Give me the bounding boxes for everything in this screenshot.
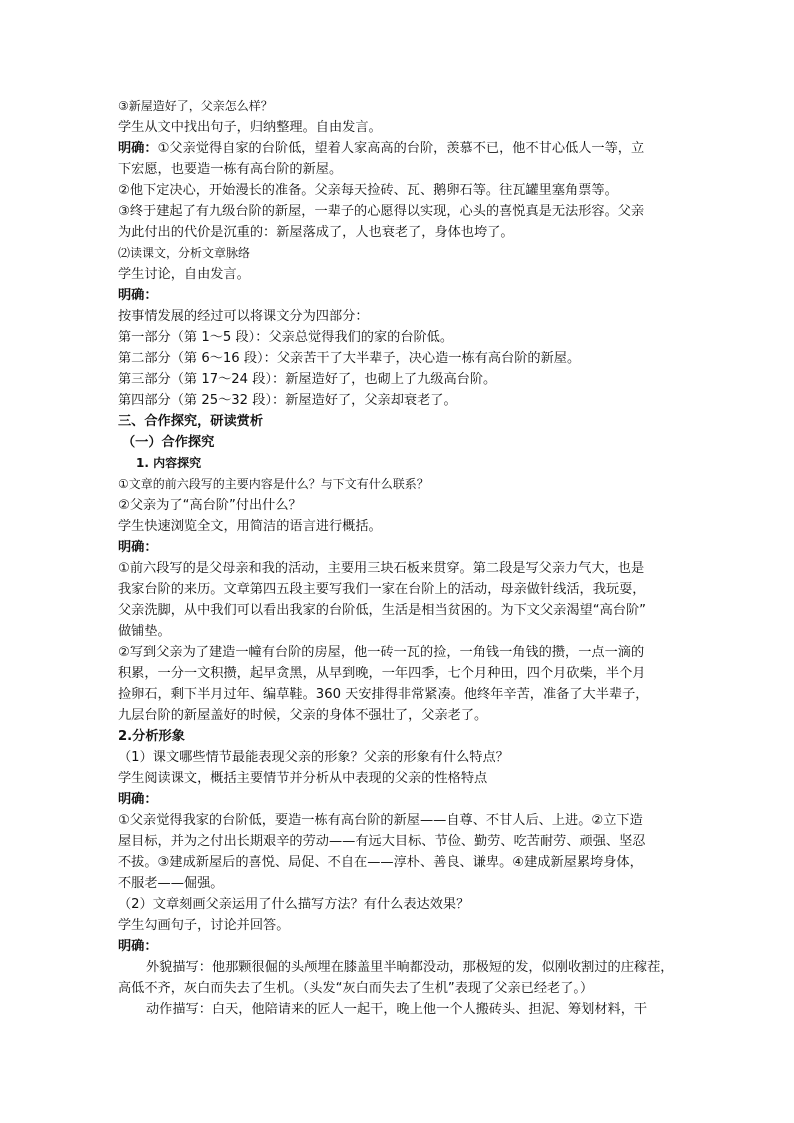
text-line bbox=[118, 789, 698, 810]
text-line bbox=[118, 579, 698, 600]
text-line bbox=[118, 621, 698, 642]
line-text: ③新屋造好了，父亲怎么样？ bbox=[118, 99, 273, 113]
line-text: 做铺垫。 bbox=[118, 624, 171, 639]
text-line bbox=[118, 642, 698, 663]
line-text: 不服老——倔强。 bbox=[118, 876, 224, 891]
text-line bbox=[118, 159, 698, 180]
line-text: ①父亲觉得我家的台阶低，要造一栋有高台阶的新屋——自尊、不甘人后、上进。②立下造 bbox=[118, 813, 643, 828]
line-text: （1）课文哪些情节最能表现父亲的形象？父亲的形象有什么特点？ bbox=[118, 750, 509, 765]
line-text: 第三部分（第 17～24 段）：新屋造好了，也砌上了九级高台阶。 bbox=[118, 372, 497, 387]
line-text: ①父亲觉得自家的台阶低，望着人家高高的台阶，羡慕不已，他不甘心低人一等，立 bbox=[157, 141, 645, 156]
line-text: 三、合作探究，研读赏析 bbox=[118, 414, 264, 429]
line-text: 2.分析形象 bbox=[118, 729, 185, 744]
text-line bbox=[118, 432, 698, 453]
line-text: 第二部分（第 6～16 段）：父亲苦干了大半辈子，决心造一栋有高台阶的新屋。 bbox=[118, 351, 581, 366]
line-text: 父亲洗脚，从中我们可以看出我家的台阶低，生活是相当贫困的。为下文父亲渴望“高台阶” bbox=[118, 603, 646, 618]
text-line bbox=[118, 201, 698, 222]
text-line bbox=[118, 474, 698, 495]
line-text: 九层台阶的新屋盖好的时候，父亲的身体不强壮了，父亲老了。 bbox=[118, 708, 488, 723]
line-text: 不拔。③建成新屋后的喜悦、局促、不自在——淳朴、善良、谦卑。④建成新屋累垮身体， bbox=[118, 855, 643, 870]
text-line bbox=[118, 999, 698, 1020]
text-line bbox=[118, 96, 698, 117]
text-line bbox=[118, 978, 698, 999]
line-text: 学生从文中找出句子，归纳整理。自由发言。 bbox=[118, 120, 382, 135]
line-text: 第一部分（第 1～5 段）：父亲总觉得我们的家的台阶低。 bbox=[118, 330, 454, 345]
line-text: 按事情发展的经过可以将课文分为四部分： bbox=[118, 309, 369, 324]
text-line bbox=[118, 369, 698, 390]
answer-label: 明确： bbox=[118, 141, 158, 156]
line-text: 捡卵石，剩下半月过年、编草鞋。360 天安排得非常紧凑。他终年辛苦，准备了大半辈子， bbox=[118, 687, 649, 702]
line-text: 积累，一分一文积攒，起早贪黑，从早到晚，一年四季，七个月种田，四个月砍柴，半个月 bbox=[118, 666, 646, 681]
line-text: 为此付出的代价是沉重的：新屋落成了，人也衰老了，身体也垮了。 bbox=[118, 225, 514, 240]
line-text: 下宏愿，也要造一栋有高台阶的新屋。 bbox=[118, 162, 343, 177]
text-line bbox=[118, 516, 698, 537]
line-text: 高低不齐，灰白而失去了生机。（头发“灰白而失去了生机”表现了父亲已经老了。） bbox=[118, 981, 594, 996]
line-text: 明确： bbox=[118, 939, 158, 954]
line-text: ②写到父亲为了建造一幢有台阶的房屋，他一砖一瓦的捡，一角钱一角钱的攒，一点一滴的 bbox=[118, 645, 645, 660]
line-text: 明确： bbox=[118, 792, 158, 807]
document-page bbox=[118, 96, 698, 1020]
line-text: 学生勾画句子，讨论并回答。 bbox=[118, 918, 290, 933]
text-line bbox=[118, 600, 698, 621]
text-line bbox=[118, 810, 698, 831]
text-line bbox=[118, 390, 698, 411]
line-text: ①前六段写的是父母亲和我的活动，主要用三块石板来贯穿。第二段是写父亲力气大，也是 bbox=[118, 561, 645, 576]
text-line bbox=[118, 915, 698, 936]
line-text: 明确： bbox=[118, 288, 158, 303]
text-line bbox=[118, 936, 698, 957]
text-line bbox=[118, 222, 698, 243]
text-line bbox=[118, 768, 698, 789]
text-line bbox=[118, 138, 698, 159]
line-text: 动作描写：白天，他陪请来的匠人一起干，晚上他一个人搬砖头、担泥、筹划材料，干 bbox=[146, 1002, 648, 1017]
text-line bbox=[118, 180, 698, 201]
line-text: 第四部分（第 25～32 段）：新屋造好了，父亲却衰老了。 bbox=[118, 393, 457, 408]
line-text: ⑵读课文，分析文章脉络 bbox=[118, 246, 251, 260]
line-text: 明确： bbox=[118, 540, 158, 555]
text-line bbox=[118, 957, 698, 978]
text-line bbox=[118, 705, 698, 726]
line-text: ①文章的前六段写的主要内容是什么？与下文有什么联系？ bbox=[118, 477, 429, 491]
text-line bbox=[118, 264, 698, 285]
text-line bbox=[118, 411, 698, 432]
text-line bbox=[118, 726, 698, 747]
text-line bbox=[118, 285, 698, 306]
text-line bbox=[118, 663, 698, 684]
line-text: 外貌描写：他那颗很倔的头颅埋在膝盖里半晌都没动，那极短的发，似刚收割过的庄稼茬， bbox=[146, 960, 674, 975]
text-line bbox=[118, 831, 698, 852]
text-line bbox=[118, 852, 698, 873]
text-line bbox=[118, 327, 698, 348]
text-line bbox=[118, 453, 698, 474]
line-text: ③终于建起了有九级台阶的新屋，一辈子的心愿得以实现，心头的喜悦真是无法形容。父亲 bbox=[118, 204, 645, 219]
text-line bbox=[118, 747, 698, 768]
line-text: ②父亲为了“高台阶”付出什么？ bbox=[118, 498, 302, 513]
text-line bbox=[118, 537, 698, 558]
line-text: 学生讨论，自由发言。 bbox=[118, 267, 250, 282]
line-text: 学生阅读课文，概括主要情节并分析从中表现的父亲的性格特点 bbox=[118, 771, 488, 786]
line-text: 屋目标，并为之付出长期艰辛的劳动——有远大目标、节俭、勤劳、吃苦耐劳、顽强、坚忍 bbox=[118, 834, 646, 849]
text-line bbox=[118, 684, 698, 705]
text-line bbox=[118, 495, 698, 516]
line-text: ②他下定决心，开始漫长的准备。父亲每天捡砖、瓦、鹅卵石等。往瓦罐里塞角票等。 bbox=[118, 183, 618, 198]
line-text: （一）合作探究 bbox=[122, 435, 215, 450]
text-line bbox=[118, 117, 698, 138]
text-line bbox=[118, 243, 698, 264]
text-line bbox=[118, 306, 698, 327]
line-text: （2）文章刻画父亲运用了什么描写方法？有什么表达效果？ bbox=[118, 897, 470, 912]
text-line bbox=[118, 894, 698, 915]
text-line bbox=[118, 873, 698, 894]
text-line bbox=[118, 558, 698, 579]
line-text: 我家台阶的来历。文章第四五段主要写我们一家在台阶上的活动，母亲做针线活，我玩耍， bbox=[118, 582, 646, 597]
line-text: 1. 内容探究 bbox=[136, 456, 202, 470]
text-line bbox=[118, 348, 698, 369]
line-text: 学生快速浏览全文，用简洁的语言进行概括。 bbox=[118, 519, 382, 534]
